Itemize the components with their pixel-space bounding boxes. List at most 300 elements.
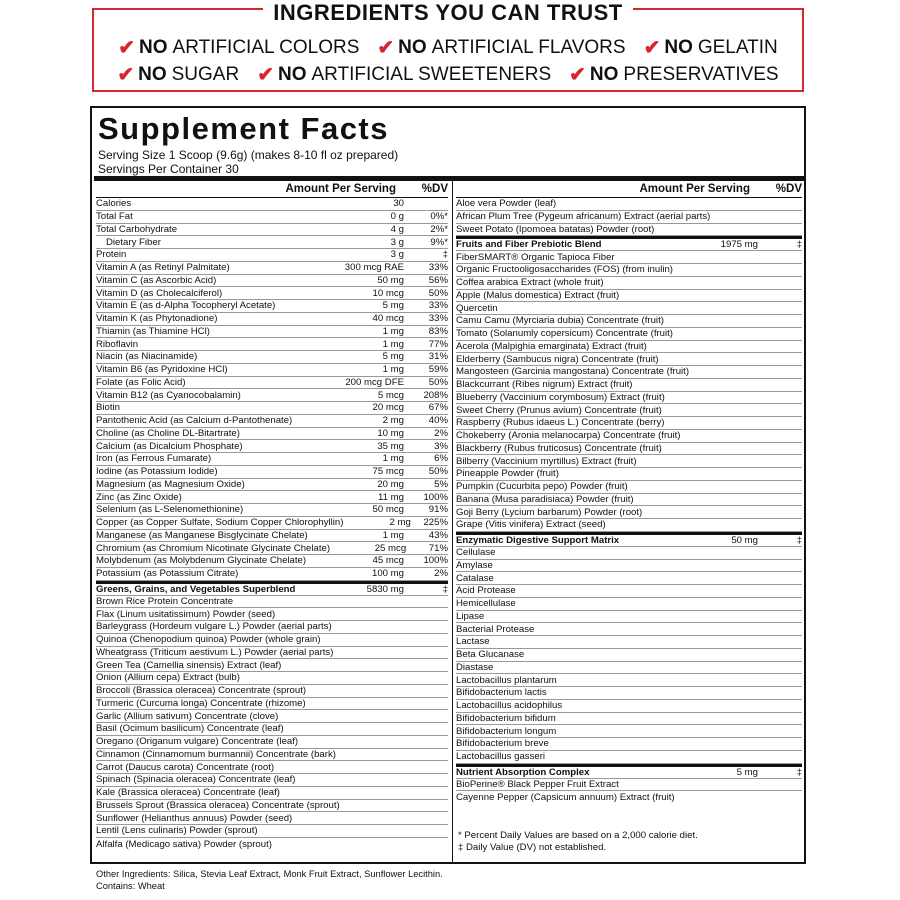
ingredient-name: Dietary Fiber bbox=[106, 236, 161, 248]
ingredient-name: Sunflower (Helianthus annuus) Powder (seed) bbox=[96, 812, 293, 824]
ingredient-name: Bifidobacterium lactis bbox=[456, 687, 547, 699]
claim-item bbox=[644, 35, 778, 60]
fact-row bbox=[456, 649, 802, 662]
fact-row bbox=[456, 585, 802, 598]
amount-header: Amount Per Serving bbox=[285, 183, 396, 195]
fact-row bbox=[456, 468, 802, 481]
fact-row bbox=[456, 315, 802, 328]
fact-row bbox=[96, 224, 448, 237]
check-icon: ✔ bbox=[569, 64, 586, 86]
claims-list bbox=[94, 34, 802, 88]
amount-header: Amount Per Serving bbox=[639, 183, 750, 195]
ingredient-name: Acid Protease bbox=[456, 585, 516, 597]
fact-row bbox=[456, 404, 802, 417]
amount-value: 75 mcg bbox=[372, 466, 404, 478]
dv-value: 3% bbox=[434, 440, 448, 452]
dv-value: ‡ bbox=[442, 583, 448, 595]
ingredient-name: Carrot (Daucus carota) Concentrate (root) bbox=[96, 761, 275, 773]
claim-no: NO bbox=[138, 63, 167, 85]
ingredient-name: Chokeberry (Aronia melanocarpa) Concentrate (fruit) bbox=[456, 430, 681, 442]
trust-banner bbox=[92, 0, 804, 92]
ingredient-name: Lentil (Lens culinaris) Powder (sprout) bbox=[96, 825, 258, 837]
ingredient-name: Catalase bbox=[456, 572, 494, 584]
ingredient-name: Blueberry (Vaccinium corymbosum) Extract (fruit) bbox=[456, 391, 665, 403]
ingredient-name: Cellulase bbox=[456, 547, 496, 559]
amount-value: 11 mg bbox=[378, 491, 404, 503]
ingredient-name: Enzymatic Digestive Support Matrix bbox=[456, 534, 620, 546]
ingredient-name: Total Fat bbox=[96, 211, 133, 223]
amount-value: 5 mcg bbox=[377, 389, 404, 401]
amount-value: 3 g bbox=[390, 249, 404, 261]
fact-row bbox=[96, 262, 448, 275]
ingredient-name: Vitamin B6 (as Pyridoxine HCl) bbox=[96, 364, 228, 376]
ingredient-name: Bacterial Protease bbox=[456, 623, 535, 635]
ingredient-name: Fruits and Fiber Prebiotic Blend bbox=[456, 239, 602, 251]
claim-no: NO bbox=[277, 63, 307, 85]
ingredient-name: Thiamin (as Thiamine HCl) bbox=[96, 325, 210, 337]
ingredient-name: Total Carbohydrate bbox=[96, 223, 178, 235]
ingredient-name: African Plum Tree (Pygeum africanum) Extract (aerial parts) bbox=[456, 211, 711, 223]
fact-row bbox=[96, 389, 448, 402]
ingredient-name: Spinach (Spinacia oleracea) Concentrate (leaf) bbox=[96, 774, 296, 786]
ingredient-name: Calcium (as Dicalcium Phosphate) bbox=[96, 440, 243, 452]
fact-row bbox=[456, 572, 802, 585]
ingredient-name: Basil (Ocimum basilicum) Concentrate (leaf) bbox=[96, 723, 284, 735]
check-icon: ✔ bbox=[118, 37, 136, 59]
fact-row bbox=[456, 417, 802, 430]
amount-value: 100 mg bbox=[372, 568, 404, 580]
ingredient-name: Tomato (Solanumly copersicum) Concentrate (fruit) bbox=[456, 328, 674, 340]
dv-value: ‡ bbox=[796, 766, 802, 778]
claim-no: NO bbox=[589, 63, 619, 85]
amount-value: 20 mg bbox=[377, 478, 404, 490]
dv-value: 2% bbox=[434, 427, 448, 439]
ingredient-name: Mangosteen (Garcinia mangostana) Concentrate (fruit) bbox=[456, 366, 690, 378]
ingredient-name: Biotin bbox=[96, 402, 120, 414]
fact-row bbox=[96, 377, 448, 390]
ingredient-name: Vitamin E (as d-Alpha Tocopheryl Acetate) bbox=[96, 300, 276, 312]
fact-row bbox=[456, 779, 802, 792]
ingredient-name: Amylase bbox=[456, 559, 493, 571]
ingredient-name: Vitamin D (as Cholecalciferol) bbox=[96, 287, 223, 299]
column-divider bbox=[452, 180, 453, 862]
ingredient-name: Pineapple Powder (fruit) bbox=[456, 468, 559, 480]
dv-value: 33% bbox=[428, 300, 448, 312]
fact-row bbox=[456, 547, 802, 560]
ingredient-name: Protein bbox=[96, 249, 127, 261]
fact-row bbox=[96, 440, 448, 453]
dv-value: 43% bbox=[428, 529, 448, 541]
blend-header-row bbox=[456, 764, 802, 779]
ingredient-name: Bilberry (Vaccinium myrtillus) Extract (fruit) bbox=[456, 455, 637, 467]
ingredient-name: Coffea arabica Extract (whole fruit) bbox=[456, 277, 604, 289]
dv-value: ‡ bbox=[442, 249, 448, 261]
facts-title: Supplement Facts bbox=[98, 111, 389, 146]
ingredient-name: Potassium (as Potassium Citrate) bbox=[96, 568, 239, 580]
fact-row bbox=[96, 800, 448, 813]
fact-row bbox=[96, 608, 448, 621]
fact-row bbox=[96, 198, 448, 211]
amount-value: 50 mg bbox=[377, 274, 404, 286]
fact-row bbox=[456, 725, 802, 738]
fact-row bbox=[456, 506, 802, 519]
dv-value: ‡ bbox=[796, 239, 802, 251]
claim-no: NO bbox=[664, 36, 693, 58]
dv-value: 59% bbox=[428, 364, 448, 376]
fact-row bbox=[96, 275, 448, 288]
dv-value: 50% bbox=[428, 287, 448, 299]
ingredient-name: Green Tea (Camellia sinensis) Extract (leaf) bbox=[96, 659, 282, 671]
ingredient-name: Brussels Sprout (Brassica oleracea) Concentrate (sprout) bbox=[96, 799, 340, 811]
ingredient-name: Nutrient Absorption Complex bbox=[456, 766, 590, 778]
amount-value: 5 mg bbox=[382, 300, 404, 312]
ingredient-name: Selenium (as L-Selenomethionine) bbox=[96, 504, 244, 516]
fact-row bbox=[96, 736, 448, 749]
ingredient-name: Chromium (as Chromium Nicotinate Glycinate Chelate) bbox=[96, 542, 331, 554]
amount-value: 10 mg bbox=[377, 427, 404, 439]
ingredient-name: Sweet Potato (Ipomoea batatas) Powder (root) bbox=[456, 223, 655, 235]
ingredient-name: Flax (Linum usitatissimum) Powder (seed) bbox=[96, 608, 276, 620]
ingredient-name: Folate (as Folic Acid) bbox=[96, 376, 186, 388]
claim-text: ARTIFICIAL FLAVORS bbox=[431, 36, 626, 58]
fact-row bbox=[96, 351, 448, 364]
fact-row bbox=[96, 787, 448, 800]
fact-row bbox=[456, 636, 802, 649]
amount-value: 1 mg bbox=[382, 364, 404, 376]
fact-row bbox=[96, 621, 448, 634]
fact-row bbox=[96, 838, 448, 851]
ingredient-name: Sweet Cherry (Prunus avium) Concentrate (fruit) bbox=[456, 404, 662, 416]
fact-row bbox=[96, 774, 448, 787]
amount-value: 2 mg bbox=[389, 517, 411, 529]
ingredient-name: Quinoa (Chenopodium quinoa) Powder (whole grain) bbox=[96, 634, 321, 646]
fact-row bbox=[96, 555, 448, 568]
fact-row bbox=[96, 364, 448, 377]
fact-row bbox=[456, 738, 802, 751]
amount-value: 1975 mg bbox=[720, 239, 758, 251]
fact-row bbox=[456, 687, 802, 700]
dv-header: %DV bbox=[775, 183, 802, 195]
ingredient-name: Bifidobacterium longum bbox=[456, 725, 557, 737]
fact-row bbox=[96, 647, 448, 660]
fact-row bbox=[96, 287, 448, 300]
claim-no: NO bbox=[398, 36, 427, 58]
amount-value: 45 mcg bbox=[372, 555, 404, 567]
ingredient-name: Cinnamon (Cinnamomum burmannii) Concentrate (bark) bbox=[96, 748, 336, 760]
amount-value: 1 mg bbox=[382, 325, 404, 337]
dv-value: 83% bbox=[428, 325, 448, 337]
footnote-not-established: ‡ Daily Value (DV) not established. bbox=[458, 842, 607, 853]
dv-value: 2% bbox=[434, 568, 448, 580]
amount-value: 1 mg bbox=[382, 338, 404, 350]
amount-value: 50 mg bbox=[731, 534, 758, 546]
fact-row bbox=[96, 568, 448, 581]
dv-value: 100% bbox=[423, 491, 448, 503]
amount-value: 50 mcg bbox=[372, 504, 404, 516]
claim-text: GELATIN bbox=[697, 36, 778, 58]
ingredient-name: Riboflavin bbox=[96, 338, 139, 350]
fact-row bbox=[456, 611, 802, 624]
ingredient-name: Bifidobacterium bifidum bbox=[456, 712, 556, 724]
fact-row bbox=[96, 236, 448, 249]
dv-value: 33% bbox=[428, 313, 448, 325]
facts-column-right bbox=[456, 181, 802, 804]
ingredient-name: Pumpkin (Cucurbita pepo) Powder (fruit) bbox=[456, 481, 628, 493]
claim-item bbox=[118, 35, 359, 60]
fact-row bbox=[456, 379, 802, 392]
ingredient-name: BioPerine® Black Pepper Fruit Extract bbox=[456, 778, 619, 790]
fact-row bbox=[96, 659, 448, 672]
amount-value: 1 mg bbox=[382, 453, 404, 465]
fact-row bbox=[456, 328, 802, 341]
ingredient-name: Aloe vera Powder (leaf) bbox=[456, 198, 557, 210]
ingredient-name: Beta Glucanase bbox=[456, 649, 525, 661]
check-icon: ✔ bbox=[377, 37, 395, 59]
amount-value: 5830 mg bbox=[366, 583, 404, 595]
blend-header-row bbox=[456, 236, 802, 251]
amount-value: 0 g bbox=[390, 211, 404, 223]
ingredient-name: Calories bbox=[96, 198, 132, 210]
fact-row bbox=[96, 825, 448, 838]
fact-row bbox=[456, 751, 802, 764]
ingredient-name: Greens, Grains, and Vegetables Superblend bbox=[96, 583, 296, 595]
dv-value: 31% bbox=[428, 351, 448, 363]
ingredient-name: Zinc (as Zinc Oxide) bbox=[96, 491, 182, 503]
amount-value: 1 mg bbox=[382, 529, 404, 541]
column-header bbox=[96, 181, 448, 198]
ingredient-name: Lactase bbox=[456, 636, 490, 648]
amount-value: 3 g bbox=[390, 236, 404, 248]
amount-value: 20 mcg bbox=[372, 402, 404, 414]
dv-value: 77% bbox=[428, 338, 448, 350]
dv-header: %DV bbox=[421, 183, 448, 195]
dv-value: 225% bbox=[423, 517, 448, 529]
fact-row bbox=[96, 249, 448, 262]
dv-value: 67% bbox=[428, 402, 448, 414]
check-icon: ✔ bbox=[257, 64, 274, 86]
dv-value: 0%* bbox=[430, 211, 448, 223]
fact-row bbox=[456, 674, 802, 687]
fact-row bbox=[96, 313, 448, 326]
ingredient-name: Turmeric (Curcuma longa) Concentrate (rhizome) bbox=[96, 697, 306, 709]
fact-row bbox=[96, 530, 448, 543]
ingredient-name: Brown Rice Protein Concentrate bbox=[96, 595, 234, 607]
ingredient-name: Alfalfa (Medicago sativa) Powder (sprout) bbox=[96, 838, 272, 850]
claim-text: ARTIFICIAL COLORS bbox=[172, 36, 360, 58]
fact-row bbox=[96, 685, 448, 698]
fact-row bbox=[456, 366, 802, 379]
fact-row bbox=[96, 749, 448, 762]
claim-text: ARTIFICIAL SWEETENERS bbox=[311, 63, 552, 85]
fact-row bbox=[456, 290, 802, 303]
fact-row bbox=[96, 211, 448, 224]
fact-row bbox=[96, 479, 448, 492]
ingredient-name: Banana (Musa paradisiaca) Powder (fruit) bbox=[456, 493, 634, 505]
banner-title: INGREDIENTS YOU CAN TRUST bbox=[263, 0, 632, 25]
amount-value: 35 mg bbox=[377, 440, 404, 452]
fact-row bbox=[96, 466, 448, 479]
footnotes bbox=[458, 830, 698, 854]
claims-row bbox=[94, 61, 802, 88]
ingredient-name: Cayenne Pepper (Capsicum annuum) Extract (fruit) bbox=[456, 792, 675, 804]
ingredient-name: Blackberry (Rubus fruticosus) Concentrate (fruit) bbox=[456, 442, 662, 454]
ingredient-name: Molybdenum (as Molybdenum Glycinate Chelate) bbox=[96, 555, 307, 567]
amount-value: 40 mcg bbox=[372, 313, 404, 325]
ingredient-name: Goji Berry (Lycium barbarum) Powder (root) bbox=[456, 506, 643, 518]
fact-row bbox=[96, 428, 448, 441]
fact-row bbox=[456, 455, 802, 468]
fact-row bbox=[96, 517, 448, 530]
fact-row bbox=[456, 623, 802, 636]
other-ingredients-text: Other Ingredients: Silica, Stevia Leaf Extract, Monk Fruit Extract, Sunflower Lecithin. bbox=[96, 869, 443, 879]
claim-item bbox=[257, 62, 551, 87]
ingredient-name: FiberSMART® Organic Tapioca Fiber bbox=[456, 251, 615, 263]
fact-row bbox=[456, 277, 802, 290]
blend-header-row bbox=[456, 532, 802, 547]
claim-no: NO bbox=[139, 36, 168, 58]
ingredient-name: Onion (Allium cepa) Extract (bulb) bbox=[96, 672, 240, 684]
dv-value: 5% bbox=[434, 478, 448, 490]
claim-item bbox=[377, 35, 625, 60]
footnote-dv: * Percent Daily Values are based on a 2,000 calorie diet. bbox=[458, 830, 698, 841]
ingredient-name: Choline (as Choline DL-Bitartrate) bbox=[96, 427, 240, 439]
blend-header-row bbox=[96, 581, 448, 596]
fact-row bbox=[456, 353, 802, 366]
claim-item bbox=[569, 62, 779, 87]
amount-value: 10 mcg bbox=[372, 287, 404, 299]
claim-text: PRESERVATIVES bbox=[623, 63, 779, 85]
fact-row bbox=[96, 698, 448, 711]
dv-value: 208% bbox=[423, 389, 448, 401]
claim-item bbox=[117, 62, 239, 87]
fact-row bbox=[96, 402, 448, 415]
ingredient-name: Niacin (as Niacinamide) bbox=[96, 351, 198, 363]
fact-row bbox=[96, 596, 448, 609]
amount-value: 5 mg bbox=[382, 351, 404, 363]
dv-value: 40% bbox=[428, 415, 448, 427]
ingredient-name: Quercetin bbox=[456, 302, 498, 314]
amount-value: 5 mg bbox=[736, 766, 758, 778]
fact-row bbox=[96, 491, 448, 504]
ingredient-name: Vitamin A (as Retinyl Palmitate) bbox=[96, 262, 230, 274]
dv-value: 100% bbox=[423, 555, 448, 567]
amount-value: 200 mcg DFE bbox=[345, 376, 404, 388]
fact-row bbox=[456, 198, 802, 211]
fact-row bbox=[96, 542, 448, 555]
amount-value: 300 mcg RAE bbox=[344, 262, 404, 274]
fact-row bbox=[96, 761, 448, 774]
ingredient-name: Lipase bbox=[456, 610, 485, 622]
ingredient-name: Wheatgrass (Triticum aestivum L.) Powder (aerial parts) bbox=[96, 646, 334, 658]
ingredient-name: Oregano (Origanum vulgare) Concentrate (leaf) bbox=[96, 736, 299, 748]
fact-row bbox=[96, 453, 448, 466]
dv-value: 2%* bbox=[430, 223, 448, 235]
dv-value: 9%* bbox=[430, 236, 448, 248]
fact-row bbox=[456, 519, 802, 532]
ingredient-name: Iodine (as Potassium Iodide) bbox=[96, 466, 218, 478]
fact-row bbox=[96, 634, 448, 647]
fact-row bbox=[96, 710, 448, 723]
ingredient-name: Manganese (as Manganese Bisglycinate Chelate) bbox=[96, 529, 308, 541]
ingredient-name: Vitamin C (as Ascorbic Acid) bbox=[96, 274, 217, 286]
ingredient-name: Camu Camu (Myrciaria dubia) Concentrate (fruit) bbox=[456, 315, 664, 327]
ingredient-name: Garlic (Allium sativum) Concentrate (clove) bbox=[96, 710, 279, 722]
dv-value: 33% bbox=[428, 262, 448, 274]
other-ingredients bbox=[96, 868, 443, 892]
fact-row bbox=[456, 430, 802, 443]
ingredient-name: Lactobacillus gasseri bbox=[456, 751, 546, 763]
ingredient-name: Lactobacillus plantarum bbox=[456, 674, 557, 686]
ingredient-name: Kale (Brassica oleracea) Concentrate (leaf) bbox=[96, 787, 280, 799]
amount-value: 4 g bbox=[390, 223, 404, 235]
fact-row bbox=[456, 700, 802, 713]
ingredient-name: Copper (as Copper Sulfate, Sodium Copper Chlorophyllin) bbox=[96, 517, 344, 529]
servings-per-container: Servings Per Container 30 bbox=[98, 162, 239, 176]
ingredient-name: Diastase bbox=[456, 661, 494, 673]
ingredient-name: Blackcurrant (Ribes nigrum) Extract (fruit) bbox=[456, 379, 633, 391]
serving-size: Serving Size 1 Scoop (9.6g) (makes 8-10 fl oz prepared) bbox=[98, 148, 399, 162]
amount-value: 2 mg bbox=[382, 415, 404, 427]
fact-row bbox=[96, 326, 448, 339]
fact-row bbox=[456, 211, 802, 224]
fact-row bbox=[96, 338, 448, 351]
fact-row bbox=[456, 791, 802, 804]
fact-row bbox=[456, 341, 802, 354]
dv-value: 50% bbox=[428, 376, 448, 388]
dv-value: ‡ bbox=[796, 534, 802, 546]
fact-row bbox=[456, 560, 802, 573]
ingredient-name: Apple (Malus domestica) Extract (fruit) bbox=[456, 289, 620, 301]
fact-row bbox=[96, 812, 448, 825]
check-icon: ✔ bbox=[117, 64, 135, 86]
dv-value: 6% bbox=[434, 453, 448, 465]
dv-value: 71% bbox=[428, 542, 448, 554]
fact-row bbox=[456, 264, 802, 277]
ingredient-name: Bifidobacterium breve bbox=[456, 738, 549, 750]
ingredient-name: Vitamin B12 (as Cyanocobalamin) bbox=[96, 389, 241, 401]
fact-row bbox=[456, 392, 802, 405]
check-icon: ✔ bbox=[643, 37, 661, 59]
fact-row bbox=[456, 662, 802, 675]
fact-row bbox=[456, 713, 802, 726]
fact-row bbox=[456, 598, 802, 611]
dv-value: 50% bbox=[428, 466, 448, 478]
ingredient-name: Vitamin K (as Phytonadione) bbox=[96, 313, 218, 325]
ingredient-name: Organic Fructooligosaccharides (FOS) (from inulin) bbox=[456, 264, 673, 276]
fact-row bbox=[456, 481, 802, 494]
ingredient-name: Grape (Vitis vinifera) Extract (seed) bbox=[456, 519, 606, 531]
claims-row bbox=[94, 34, 802, 61]
dv-value: 91% bbox=[428, 504, 448, 516]
fact-row bbox=[96, 415, 448, 428]
fact-row bbox=[96, 723, 448, 736]
ingredient-name: Elderberry (Sambucus nigra) Concentrate (fruit) bbox=[456, 353, 659, 365]
ingredient-name: Broccoli (Brassica oleracea) Concentrate (sprout) bbox=[96, 685, 307, 697]
ingredient-name: Lactobacillus acidophilus bbox=[456, 700, 563, 712]
facts-column-left bbox=[96, 181, 448, 851]
fact-row bbox=[96, 504, 448, 517]
ingredient-name: Magnesium (as Magnesium Oxide) bbox=[96, 478, 245, 490]
ingredient-name: Acerola (Malpighia emarginata) Extract (fruit) bbox=[456, 340, 647, 352]
ingredient-name: Raspberry (Rubus idaeus L.) Concentrate (berry) bbox=[456, 417, 665, 429]
amount-value: 25 mcg bbox=[374, 542, 407, 554]
dv-value: 56% bbox=[428, 274, 448, 286]
column-header bbox=[456, 181, 802, 198]
fact-row bbox=[456, 251, 802, 264]
fact-row bbox=[456, 302, 802, 315]
claim-text: SUGAR bbox=[171, 63, 240, 85]
contains-text: Contains: Wheat bbox=[96, 881, 165, 891]
